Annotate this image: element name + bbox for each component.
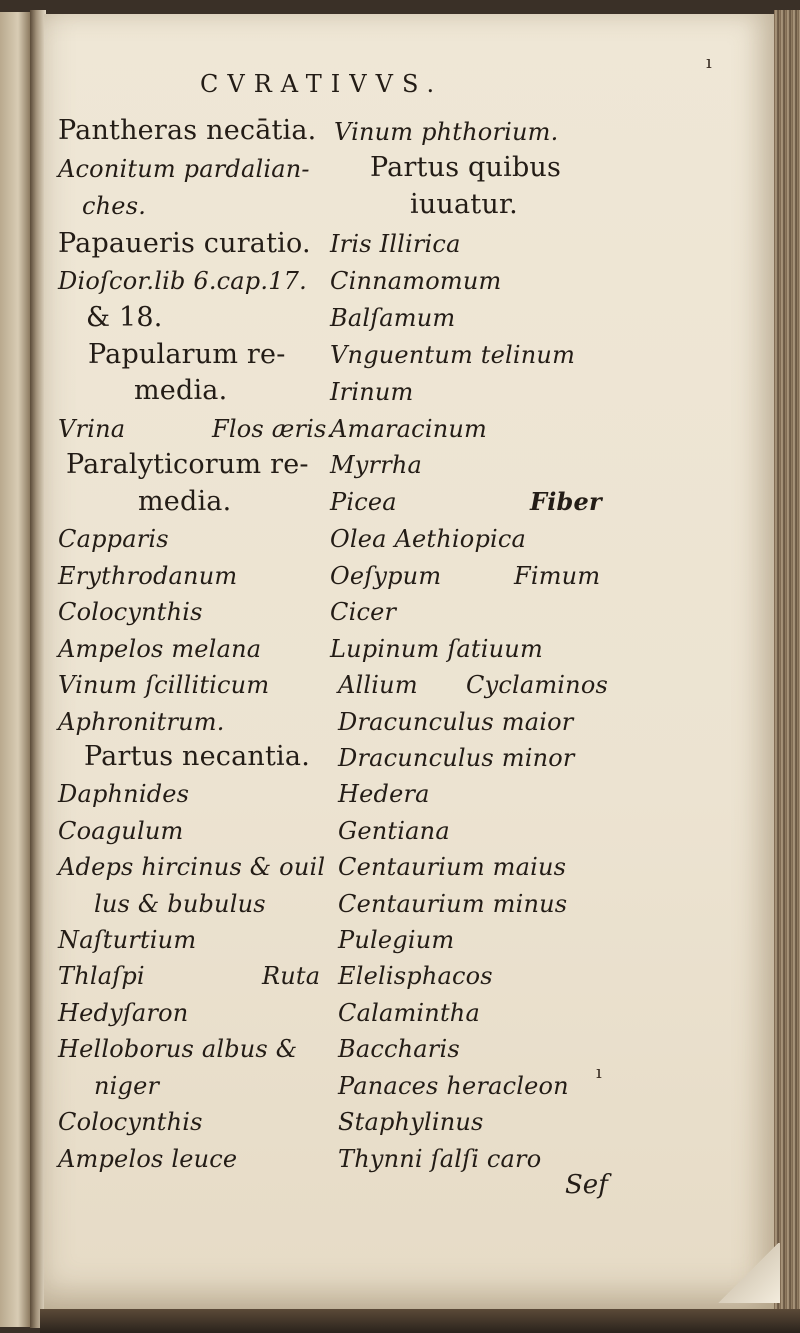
left-line-17: Aphronitrum. <box>58 708 225 736</box>
right-inline-cyclaminos: Cyclaminos <box>466 671 609 699</box>
left-line-28: Colocynthis <box>58 1108 203 1136</box>
right-line-5: Cinnamomum <box>330 267 502 295</box>
left-line-5: Dioſcor.lib 6.cap.17. <box>58 267 307 295</box>
right-line-4: Iris Illirica <box>330 230 461 258</box>
right-line-28: Staphylinus <box>338 1108 484 1136</box>
left-line-22: lus & bubulus <box>94 890 266 918</box>
left-line-26: Helloborus albus & <box>58 1035 298 1063</box>
left-line-2: Aconitum pardalian- <box>58 155 310 183</box>
right-line-3: iuuatur. <box>410 189 518 220</box>
right-line-10: Myrrha <box>330 451 423 479</box>
catchword: Sef <box>565 1170 608 1200</box>
left-line-20: Coagulum <box>58 817 184 845</box>
left-line-16: Vinum ſcilliticum <box>58 671 270 699</box>
right-line-9: Amaracinum <box>330 415 487 443</box>
right-line-26: Baccharis <box>338 1035 460 1063</box>
left-line-1: Pantheras necātia. <box>58 115 317 146</box>
left-line-8: media. <box>134 375 228 406</box>
right-line-8: Irinum <box>330 378 414 406</box>
right-inline-fimum: Fimum <box>514 562 601 590</box>
left-line-11: media. <box>138 486 232 517</box>
left-inline-flos-aris: Flos æris. <box>212 415 335 443</box>
right-line-19: Hedera <box>338 780 430 808</box>
right-line-22: Centaurium minus <box>338 890 568 918</box>
right-line-1: Vinum phthorium. <box>334 118 559 146</box>
right-line-21: Centaurium maius <box>338 853 567 881</box>
left-line-14: Colocynthis <box>58 598 203 626</box>
left-line-9: Vrina <box>58 415 126 443</box>
right-line-7: Vnguentum telinum <box>330 341 576 369</box>
right-line-13: Oeſypum <box>330 562 442 590</box>
left-line-3: ches. <box>82 192 147 220</box>
right-line-14: Cicer <box>330 598 397 626</box>
left-line-24: Thlaſpi <box>58 962 145 990</box>
right-line-27: Panaces heracleon <box>338 1072 569 1100</box>
right-line-11: Picea <box>330 488 397 516</box>
right-inline-fiber: Fiber <box>530 487 602 516</box>
right-line-6: Balſamum <box>330 304 456 332</box>
left-line-13: Erythrodanum <box>58 562 238 590</box>
right-line-16: Allium <box>338 671 418 699</box>
left-line-19: Daphnides <box>58 780 190 808</box>
left-line-12: Capparis <box>58 525 169 553</box>
margin-mark-top: ı <box>706 52 712 73</box>
left-line-23: Naſturtium <box>58 926 197 954</box>
left-line-4: Papaueris curatio. <box>58 228 311 259</box>
margin-mark-panaces: ı <box>596 1062 602 1083</box>
right-line-17: Dracunculus maior <box>338 708 574 736</box>
right-line-23: Pulegium <box>338 926 455 954</box>
right-line-12: Olea Aethiopica <box>330 525 527 553</box>
right-line-24: Elelisphacos <box>338 962 493 990</box>
left-line-18: Partus necantia. <box>84 741 310 772</box>
right-line-2: Partus quibus <box>370 152 562 183</box>
left-inline-ruta: Ruta <box>262 962 321 990</box>
left-line-10: Paralyticorum re- <box>66 449 309 480</box>
left-line-15: Ampelos melana <box>58 635 262 663</box>
running-head: CVRATIVVS. <box>200 70 444 98</box>
right-line-15: Lupinum ſatiuum <box>330 635 543 663</box>
left-line-25: Hedyſaron <box>58 999 189 1027</box>
right-line-25: Calamintha <box>338 999 480 1027</box>
left-line-27: niger <box>94 1072 160 1100</box>
right-line-29: Thynni ſalſi caro <box>338 1145 542 1173</box>
left-line-29: Ampelos leuce <box>58 1145 238 1173</box>
left-line-7: Papularum re- <box>88 339 286 370</box>
right-line-20: Gentiana <box>338 817 450 845</box>
left-line-21: Adeps hircinus & ouil <box>58 853 326 881</box>
left-line-6: & 18. <box>86 302 163 333</box>
right-line-18: Dracunculus minor <box>338 744 575 772</box>
